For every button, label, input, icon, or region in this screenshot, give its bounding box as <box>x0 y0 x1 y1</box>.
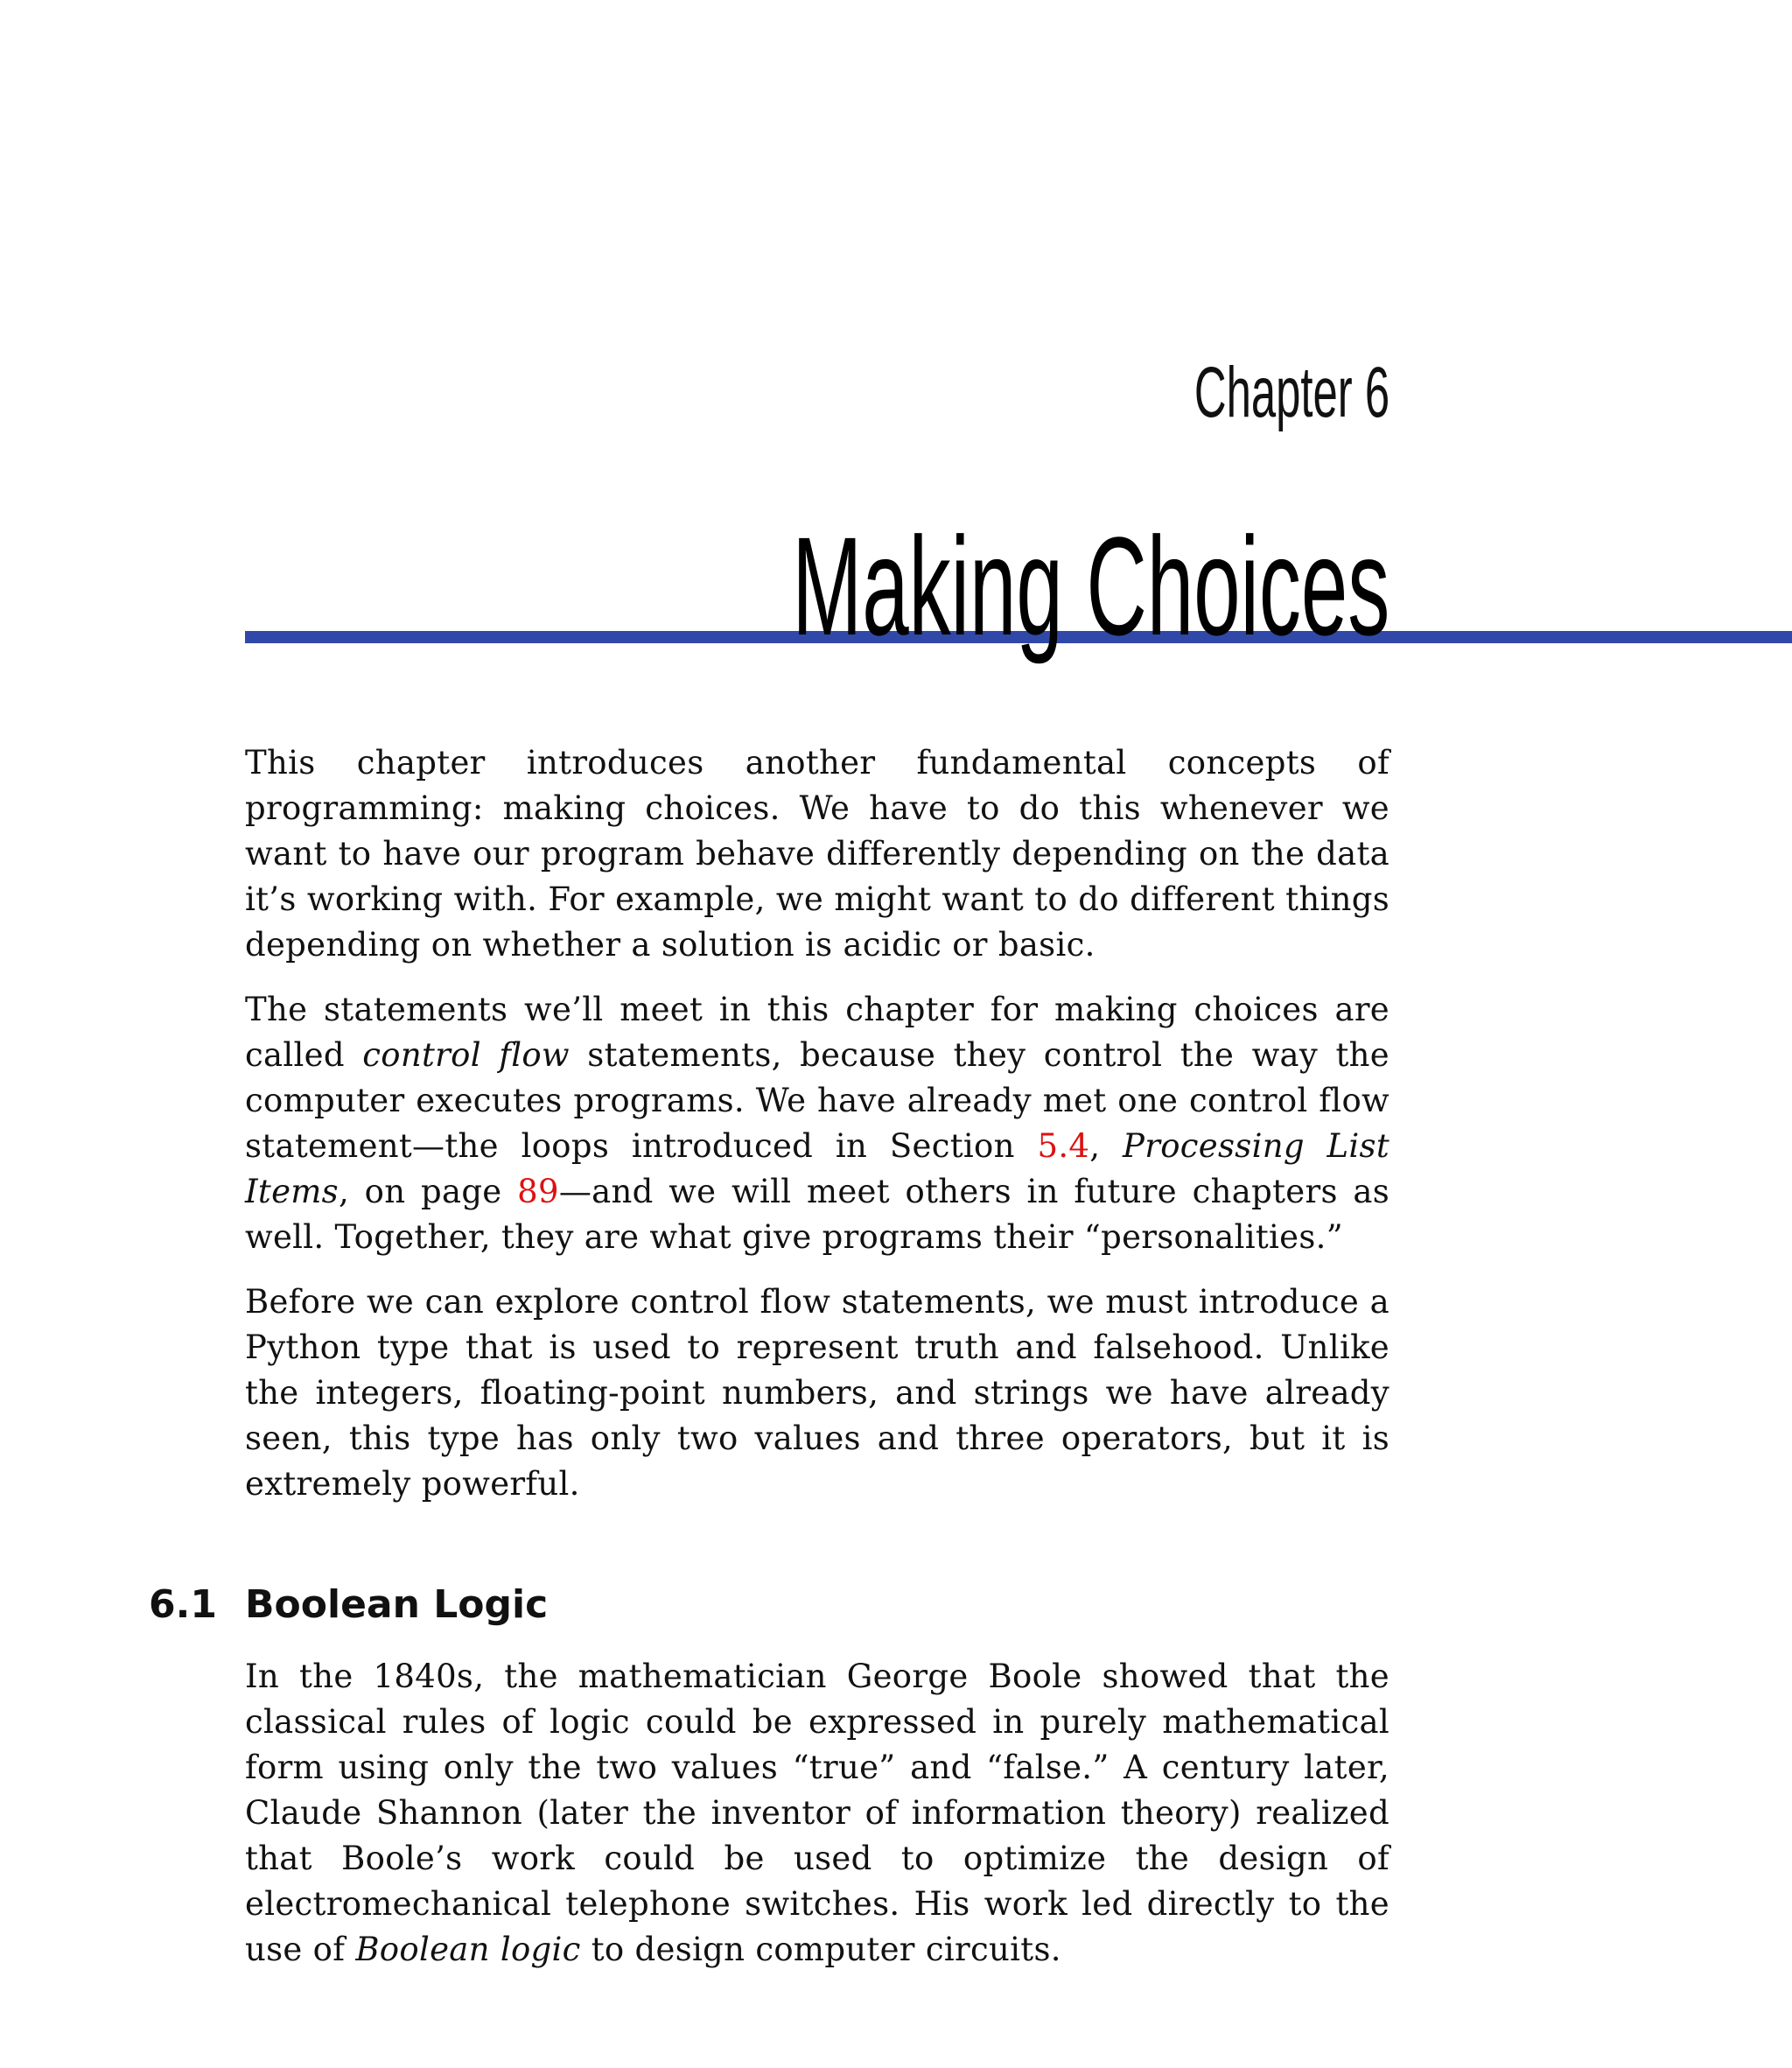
paragraph-text: , on page <box>338 1173 502 1210</box>
paragraph-text: —and we will meet others in future chapters as well. Together, they are what give programs their “personalities.” <box>245 1173 1390 1256</box>
paragraph-text: to design computer circuits. <box>591 1931 1061 1968</box>
section-title-reference: Processing List Items <box>245 1127 1390 1210</box>
paragraph-text: statements, because they control the way the computer executes programs. We have already met one control flow statement—the loops introduced in Section <box>245 1036 1390 1165</box>
chapter-title: Making Choices <box>792 508 1390 664</box>
term-control-flow: control flow <box>362 1036 570 1074</box>
section-title: Boolean Logic <box>245 1582 549 1627</box>
punctuation: , <box>1089 1127 1101 1165</box>
section-paragraph-1 <box>245 1654 1390 1973</box>
intro-paragraph-3: Before we can explore control flow statements, we must introduce a Python type that is used to represent truth and falsehood. Unlike the integers, floating-point numbers, and strings we have already seen, this type has only two values and three operators, but it is extremely powerful. <box>245 1283 1390 1503</box>
section-text <box>245 1654 1390 1992</box>
paragraph-text: In the 1840s, the mathematician George Boole showed that the classical rules of logic could be expressed in purely mathematical form using only the two values “true” and “false.” A century later, Claude Shannon (later the inventor of information theory) realized that Boole’s work could be used to optimize the design of electromechanical telephone switches. His work led directly to the use of <box>245 1658 1390 1968</box>
intro-paragraph-2 <box>245 987 1390 1260</box>
section-heading <box>149 1582 548 1628</box>
chapter-label: Chapter 6 <box>1194 353 1390 432</box>
page-cross-reference-link[interactable]: 89 <box>517 1173 559 1210</box>
section-cross-reference-link[interactable]: 5.4 <box>1037 1127 1090 1165</box>
term-boolean-logic: Boolean logic <box>355 1931 581 1968</box>
intro-paragraph-1: This chapter introduces another fundamental concepts of programming: making choices. We have to do this whenever we want to have our program behave differently depending on the data it’s working with. For example, we might want to do different things depending on whether a solution is acidic or basic. <box>245 744 1390 964</box>
paragraph-text: The statements we’ll meet in this chapter for making choices are called <box>245 991 1390 1074</box>
intro-text <box>245 740 1390 1526</box>
section-number: 6.1 <box>149 1582 217 1627</box>
